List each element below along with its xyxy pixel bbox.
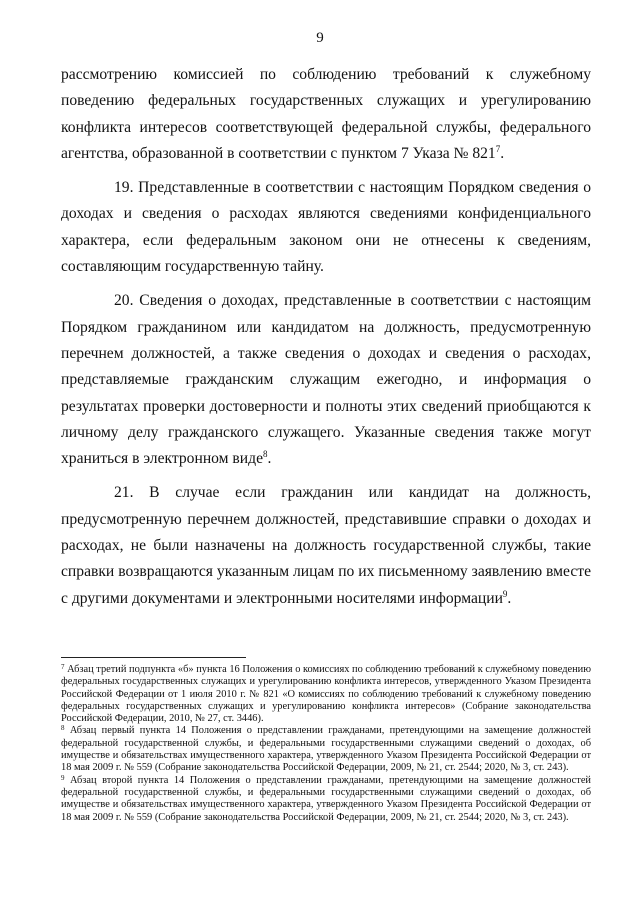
body-text	[61, 62, 591, 620]
page-number: 9	[316, 30, 324, 46]
footnote-7	[61, 664, 591, 725]
paragraph-20: 20. Сведения о доходах, представленные в соответствии с настоящим Порядком гражданином или кандидатом на должность, предусмотренную перечнем должностей, а также сведения о доходах и сведения о расходах, представляемые гражданским служащим ежегодно, и информация о результатах проверки достоверности и полноты этих сведений приобщаются к личному делу гражданского служащего. Указанные сведения также могут храниться в электронном виде$^8$.	[61, 292, 591, 468]
paragraph-text: 19. Представленные в соответствии с настоящим Порядком сведения о доходах и сведения о расходах являются сведениями конфиденциального характера, если федеральным законом они не отнесены к сведениям, составляющим государственную тайну.	[61, 179, 591, 276]
paragraph-21: 21. В случае если гражданин или кандидат на должность, предусмотренную перечнем должностей, представившие справки о доходах и расходах, не были назначены на должность государственной службы, такие справки возвращаются указанным лицам по их письменному заявлению вместе с другими документами и электронными носителями информации$^9$.	[61, 484, 591, 607]
footnote-text: Абзац второй пункта 14 Положения о представлении гражданами, претендующими на замещение должностей федеральной государственной службы, и федеральными государственными служащими сведений о доходах, об имуществе и обязательствах имущественного характера, утвержденного Указом Президента Российской Федерации от 18 мая 2009 г. № 559 (Собрание законодательства Российской Федерации, 2009, № 21, ст. 2544; 2020, № 3, ст. 243).	[61, 774, 591, 823]
footnote-8	[61, 725, 591, 774]
footnote-mark: 9	[61, 773, 65, 782]
footnote-9	[61, 775, 591, 824]
footnote-ref-7: 7	[495, 143, 501, 154]
paragraph-text: 21. В случае если гражданин или кандидат на должность, предусмотренную перечнем должностей, представившие справки о доходах и расходах, не были назначены на должность государственной службы, такие справки возвращаются указанным лицам по их письменному заявлению вместе с другими документами и электронными носителями информации	[61, 484, 591, 607]
paragraph-text: рассмотрению комиссией по соблюдению требований к служебному поведению федеральных государственных служащих и урегулированию конфликта интересов соответствующей федеральной службы, федерального агентства, образованной в соответствии с пунктом 7 Указа № 821	[61, 66, 591, 162]
footnote-text: Абзац первый пункта 14 Положения о представлении гражданами, претендующими на замещение должностей федеральной государственной службы, и федеральными государственными служащими сведений о доходах, об имуществе и обязательствах имущественного характера, утвержденного Указом Президента Российской Федерации от 18 мая 2009 г. № 559 (Собрание законодательства Российской Федерации, 2009, № 21, ст. 2544; 2020, № 3, ст. 243).	[61, 725, 591, 774]
paragraph-19	[61, 175, 591, 280]
footnote-mark: 7	[61, 663, 65, 671]
paragraph-text: 20. Сведения о доходах, представленные в соответствии с настоящим Порядком гражданином или кандидатом на должность, предусмотренную перечнем должностей, а также сведения о доходах и сведения о расходах, представляемые гражданским служащим ежегодно, и информация о результатах проверки достоверности и полноты этих сведений приобщаются к личному делу гражданского служащего. Указанные сведения также могут храниться в электронном виде	[61, 292, 591, 468]
footnote-text: Абзац третий подпункта «б» пункта 16 Положения о комиссиях по соблюдению требований к служебному поведению федеральных государственных служащих и урегулированию конфликта интересов, утвержденного Указом Президента Российской Федерации от 1 июля 2010 г. № 821 «О комиссиях по соблюдению требований к служебному поведению федеральных государственных служащих и урегулированию конфликта интересов» (Собрание законодательства Российской Федерации, 2010, № 27, ст. 3446).	[61, 664, 591, 725]
footnote-divider	[61, 657, 246, 658]
footnote-ref-8: 8	[263, 449, 268, 460]
paragraph-continuation: рассмотрению комиссией по соблюдению требований к служебному поведению федеральных государственных служащих и урегулированию конфликта интересов соответствующей федеральной службы, федерального агентства, образованной в соответствии с пунктом 7 Указа № $821^7$.	[61, 66, 591, 162]
footnote-mark: 8	[61, 724, 65, 733]
footnotes	[61, 664, 591, 824]
footnote-ref-9: 9	[502, 588, 508, 599]
